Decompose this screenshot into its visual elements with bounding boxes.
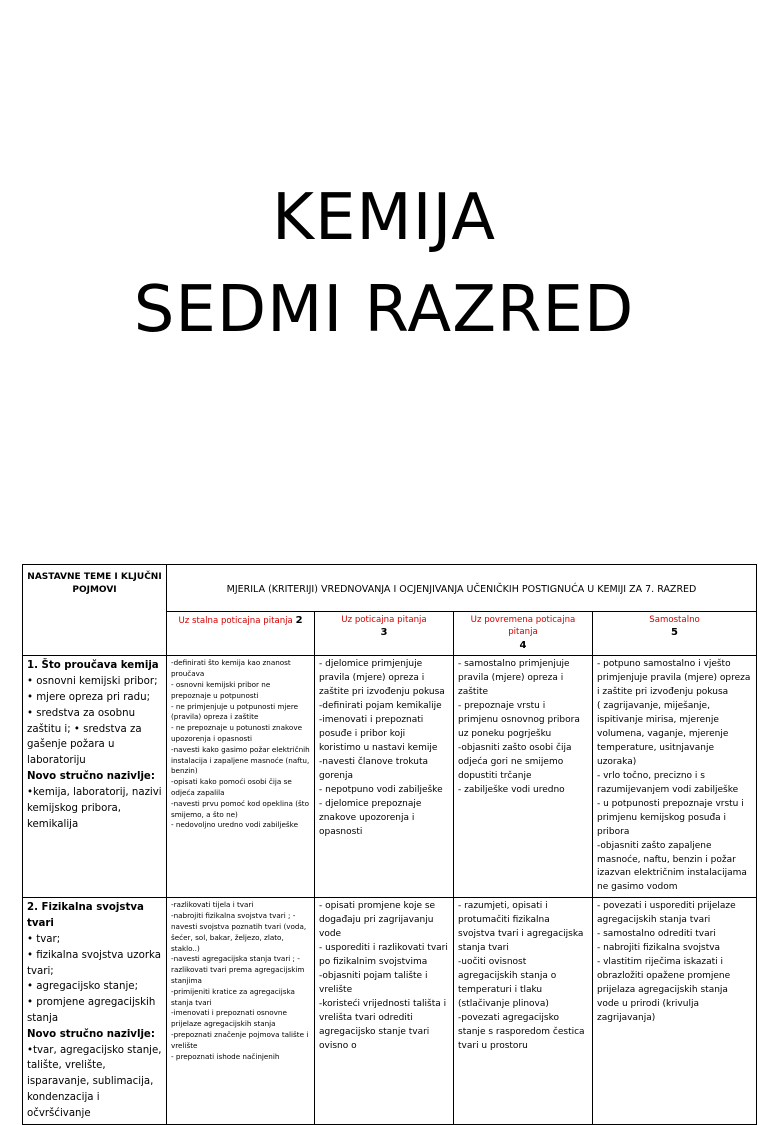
level-grade: 2 — [295, 615, 303, 626]
list-item: • sredstva za osobnu zaštitu i; • sredstva za gašenje požara u laboratoriju — [27, 707, 142, 767]
list-item: -definirati što kemija kao znanost proučava — [171, 658, 291, 679]
list-item: - djelomice primjenjuje pravila (mjere) opreza i zaštite pri izvođenju pokusa — [319, 659, 445, 698]
list-item: - razumjeti, opisati i protumačiti fizikalna svojstva tvari i agregacijska stanja tvari — [458, 901, 584, 954]
level-grade: 3 — [380, 627, 388, 639]
terms-label: Novo stručno nazivlje: — [27, 1028, 155, 1040]
topic-title: 2. Fizikalna svojstva tvari — [27, 902, 144, 930]
list-item: -objasniti pojam talište i vrelište — [319, 971, 428, 995]
criteria-cell-2 — [167, 656, 315, 898]
level-label: Uz stalna poticajna pitanja — [178, 616, 293, 626]
list-item: -definirati pojam kemikalije — [319, 701, 442, 712]
topic-title: 1. Što proučava kemija — [27, 660, 159, 672]
level-grade: 4 — [519, 639, 527, 651]
list-item: - nabrojiti fizikalna svojstva — [597, 943, 721, 954]
list-item: -razlikovati tijela i tvari — [171, 900, 254, 910]
list-item: - prepoznati ishode načinjenih — [171, 1051, 280, 1061]
criteria-cell-2 — [167, 898, 315, 1124]
list-item: - prepoznaje vrstu i primjenu osnovnog pribora uz poneku pogrješku — [458, 701, 580, 740]
table-row — [23, 898, 757, 1124]
list-item: -objasniti zašto zapaljene masnoće, naftu, benzin i požar izazvan električnim instalacijama ne gasimo vodom — [597, 840, 747, 893]
list-item: -povezati agregacijsko stanje s rasporedom čestica tvari u prostoru — [458, 1012, 585, 1051]
list-item: - potpuno samostalno i vješto primjenjuje pravila (mjere) opreza i zaštite pri izvođenju pokusa — [597, 659, 751, 698]
table-row — [23, 656, 757, 898]
terms-label: Novo stručno nazivlje: — [27, 771, 155, 783]
list-item: -navesti prvu pomoć kod opeklina (što smijemo, a što ne) — [171, 798, 309, 819]
list-item: -imenovati i prepoznati posuđe i pribor koji koristimo u nastavi kemije — [319, 715, 438, 754]
list-item: -navesti članove trokuta gorenja — [319, 756, 429, 781]
criteria-table — [22, 564, 757, 1125]
list-item: - vlastitim riječima iskazati i obrazložiti opažene promjene prijelaza agregacijskih stanja vode u prirodi (krivulja zagrijavanja) — [597, 957, 731, 1023]
criteria-cell-5 — [593, 898, 757, 1124]
list-item: - samostalno primjenjuje pravila (mjere) opreza i zaštite — [458, 659, 570, 698]
list-item: -uočiti ovisnost agregacijskih stanja o temperaturi i tlaku (stlačivanje plinova) — [458, 957, 557, 1009]
criteria-cell-4 — [454, 898, 593, 1124]
list-item: • promjene agregacijskih stanja — [27, 997, 156, 1025]
level-header-3 — [315, 612, 454, 656]
level-header-2 — [167, 612, 315, 656]
list-item: • fizikalna svojstva uzorka tvari; — [27, 949, 161, 977]
list-item: - povezati i usporediti prijelaze agregacijskih stanja tvari — [597, 901, 736, 926]
list-item: • tvar; — [27, 933, 61, 945]
topic-cell — [23, 898, 167, 1124]
list-item: - vrlo točno, precizno i s razumijevanjem vodi zabilješke — [597, 770, 739, 795]
list-item: -nabrojiti fizikalna svojstva tvari ; -navesti svojstva poznatih tvari (voda, šećer, sol, bakar, željezo, zlato, staklo..) — [171, 911, 307, 953]
list-item: • agregacijsko stanje; — [27, 981, 139, 993]
list-item: ( zagrijavanje, miješanje, ispitivanje mirisa, mjerenje volumena, vaganje, mjerenje temperature, usitnjavanje uzoraka) — [597, 701, 729, 767]
list-item: - ne primjenjuje u potpunosti mjere (pravila) opreza i zaštite — [171, 701, 299, 722]
document-title-line2: SEDMI RAZRED — [133, 273, 635, 347]
topic-items — [27, 674, 162, 769]
list-item: - opisati promjene koje se događaju pri zagrijavanju vode — [319, 901, 436, 940]
header-criteria: MJERILA (KRITERIJI) VREDNOVANJA I OCJENJIVANJA UČENIČKIH POSTIGNUĆA U KEMIJI ZA 7. RAZRED — [167, 565, 757, 612]
list-item: - nedovoljno uredno vodi zabilješke — [171, 820, 298, 830]
list-item: - samostalno odrediti tvari — [597, 929, 716, 940]
list-item: -objasniti zašto osobi čija odjeća gori ne smijemo dopustiti trčanje — [458, 743, 572, 781]
header-topics: NASTAVNE TEME I KLJUČNI POJMOVI — [23, 565, 167, 656]
criteria-cell-5 — [593, 656, 757, 898]
level-header-5 — [593, 612, 757, 656]
list-item: • mjere opreza pri radu; — [27, 692, 151, 704]
list-item: -imenovati i prepoznati osnovne prijelaze agregacijskih stanja — [171, 1008, 287, 1029]
list-item: -navesti kako gasimo požar električnih instalacija i zapaljene masnoće (naftu, benzin) — [171, 744, 310, 776]
criteria-cell-3 — [315, 898, 454, 1124]
level-label: Uz poticajna pitanja — [341, 615, 427, 625]
list-item: -primijeniti kratice za agregacijska stanja tvari — [171, 986, 295, 1007]
list-item: -navesti agregacijska stanja tvari ; -razlikovati tvari prema agregacijskim stanjima — [171, 954, 305, 985]
list-item: - djelomice prepoznaje znakove upozorenja i opasnosti — [319, 798, 422, 837]
criteria-cell-3 — [315, 656, 454, 898]
topic-cell — [23, 656, 167, 898]
list-item: - usporediti i razlikovati tvari po fizikalnim svojstvima — [319, 943, 448, 968]
terms: •kemija, laboratorij, nazivi kemijskog pribora, kemikalija — [27, 786, 162, 830]
level-label: Samostalno — [649, 615, 700, 625]
level-grade: 5 — [671, 627, 678, 639]
list-item: • osnovni kemijski pribor; — [27, 676, 158, 688]
list-item: - zabilješke vodi uredno — [458, 784, 565, 795]
list-item: -prepoznati značenje pojmova talište i vrelište — [171, 1029, 309, 1050]
level-label: Uz povremena poticajna pitanja — [470, 615, 576, 638]
level-header-4 — [454, 612, 593, 656]
terms: •tvar, agregacijsko stanje, talište, vrelište, isparavanje, sublimacija, kondenzacija i očvršćivanje — [27, 1044, 162, 1119]
document-title-line1: KEMIJA — [271, 181, 497, 255]
list-item: - nepotpuno vodi zabilješke — [319, 784, 443, 795]
list-item: - ne prepoznaje u potunosti znakove upozorenja i opasnosti — [171, 723, 302, 743]
list-item: - u potpunosti prepoznaje vrstu i primjenu kemijskog posuđa i pribora — [597, 798, 744, 837]
list-item: -koristeći vrijednosti tališta i vrelišta tvari odrediti agregacijsko stanje tvari ovisno o — [319, 998, 447, 1051]
topic-items — [27, 932, 162, 1027]
list-item: - osnovni kemijski pribor ne prepoznaje u potpunosti — [171, 680, 271, 700]
list-item: -opisati kako pomoći osobi čija se odjeća zapalila — [171, 777, 292, 797]
criteria-cell-4 — [454, 656, 593, 898]
